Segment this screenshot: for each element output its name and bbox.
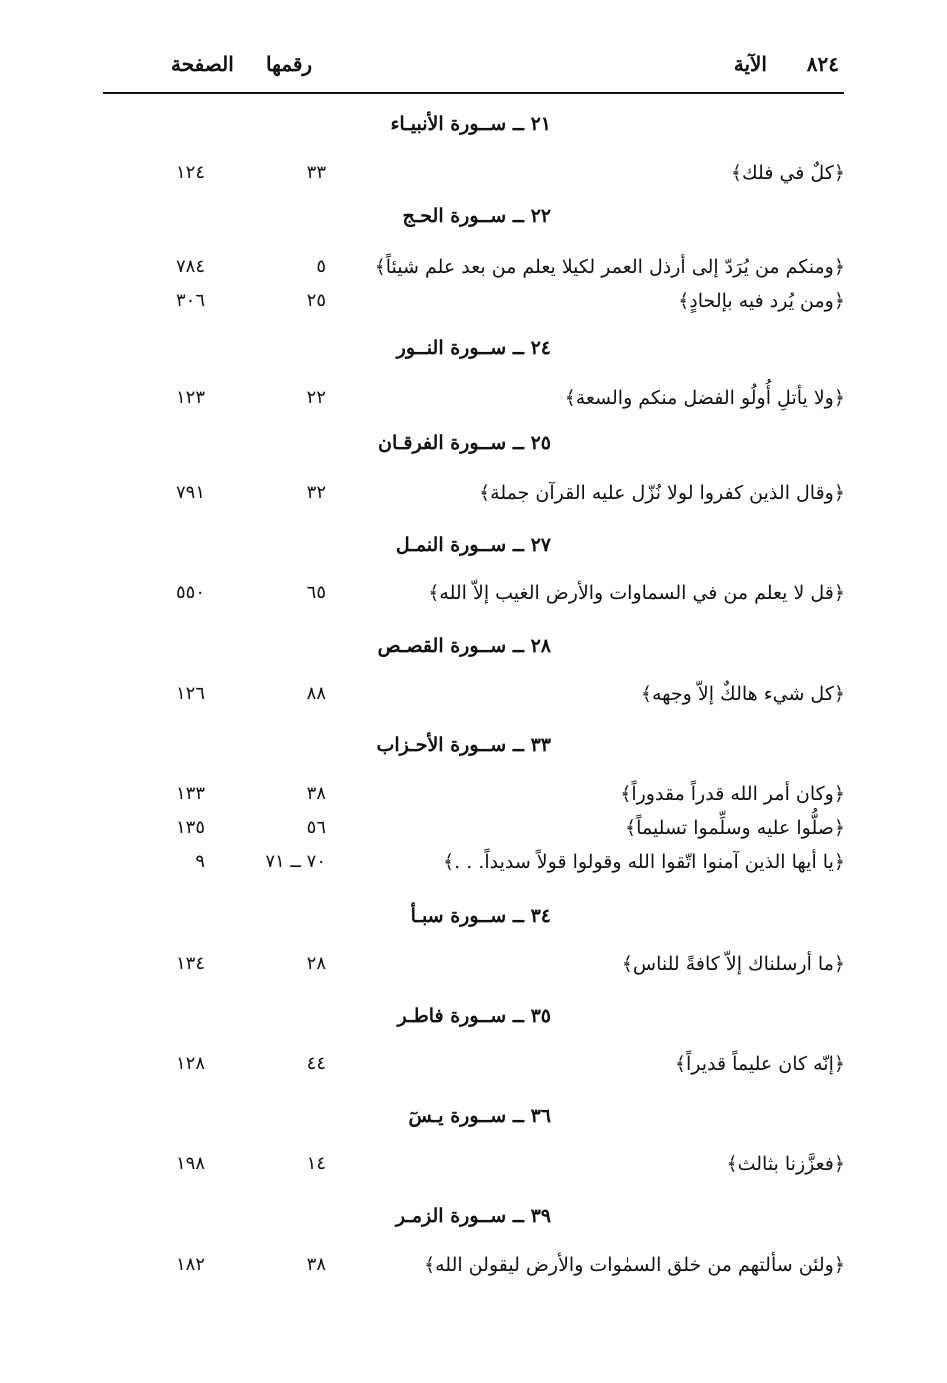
verse-text: ﴿ما أرسلناك إلاّ كافةً للناس﴾ — [621, 953, 845, 975]
index-row — [150, 851, 845, 885]
verse-number: ٢٨ — [306, 953, 326, 974]
page-reference: ٣٠٦ — [175, 290, 205, 311]
verse-number: ٦٥ — [306, 582, 326, 603]
index-row — [150, 162, 845, 196]
verse-number: ٧٠ ــ ٧١ — [265, 851, 326, 872]
page-reference: ٧٨٤ — [175, 256, 205, 277]
index-row — [150, 256, 845, 290]
page-reference: ٩ — [195, 851, 205, 872]
page-reference: ١٣٤ — [175, 953, 205, 974]
index-row — [150, 683, 845, 717]
surah-heading: ٢٨ ــ ســورة القصـص — [377, 635, 551, 657]
column-header-ayah: الآية — [733, 52, 767, 76]
index-row — [150, 1254, 845, 1288]
surah-heading: ٣٥ ــ ســورة فاطـر — [397, 1005, 551, 1027]
verse-text: ﴿وكان أمر الله قدراً مقدوراً﴾ — [620, 783, 845, 805]
page-reference: ١٩٨ — [175, 1153, 205, 1174]
verse-number: ٣٨ — [306, 1254, 326, 1275]
surah-heading: ٣٩ ــ ســورة الزمـر — [395, 1205, 551, 1227]
verse-text: ﴿فعزَّزنا بثالث﴾ — [726, 1153, 845, 1175]
index-row — [150, 783, 845, 817]
surah-heading: ٢٧ ــ ســورة النمـل — [395, 534, 551, 556]
surah-heading: ٣٤ ــ ســورة سبـأ — [410, 905, 551, 927]
verse-number: ٣٣ — [306, 162, 326, 183]
verse-number: ٢٢ — [306, 387, 326, 408]
verse-text: ﴿وقال الذين كفروا لولا نُزّل عليه القرآن جملة﴾ — [479, 482, 845, 504]
page-reference: ١٢٣ — [175, 387, 205, 408]
verse-number: ٥ — [316, 256, 326, 277]
page-reference: ١٣٣ — [175, 783, 205, 804]
column-header-number: رقمها — [266, 52, 313, 76]
surah-heading: ٣٣ ــ ســورة الأحـزاب — [376, 734, 551, 756]
verse-text: ﴿إنّه كان عليماً قديراً﴾ — [674, 1053, 845, 1075]
index-row — [150, 582, 845, 616]
surah-heading: ٢٤ ــ ســورة النــور — [396, 337, 551, 359]
page-reference: ٧٩١ — [175, 482, 205, 503]
verse-number: ٣٢ — [306, 482, 326, 503]
verse-text: ﴿ولا يأتلِ أُولُو الفضل منكم والسعة﴾ — [564, 387, 845, 409]
verse-text: ﴿ولئن سألتهم من خلق السمٰوات والأرض ليقولن الله﴾ — [423, 1254, 845, 1276]
index-row — [150, 1053, 845, 1087]
verse-text: ﴿صلُّوا عليه وسلِّموا تسليماً﴾ — [625, 817, 845, 839]
index-row — [150, 817, 845, 851]
page-reference: ١٨٢ — [175, 1254, 205, 1275]
index-row — [150, 1153, 845, 1187]
index-row — [150, 387, 845, 421]
surah-heading: ٢١ ــ ســورة الأنبيـاء — [390, 113, 551, 135]
page-reference: ٥٥٠ — [175, 582, 205, 603]
verse-text: ﴿كلٌ في فلك﴾ — [730, 162, 845, 184]
column-header-page: الصفحة — [171, 52, 234, 76]
verse-text: ﴿يا أيها الذين آمنوا اتّقوا الله وقولوا قولاً سديداً. . .﴾ — [443, 851, 845, 873]
verse-text: ﴿ومنكم من يُرَدّ إلى أرذل العمر لكيلا يعلم من بعد علم شيئاً﴾ — [374, 256, 845, 278]
verse-number: ٨٨ — [306, 683, 326, 704]
surah-heading: ٢٥ ــ ســورة الفرقـان — [378, 432, 551, 454]
page-number: ٨٢٤ — [806, 52, 839, 76]
verse-number: ٢٥ — [306, 290, 326, 311]
page-reference: ١٢٨ — [175, 1053, 205, 1074]
header-rule — [103, 92, 844, 94]
page-header — [103, 48, 839, 88]
index-row — [150, 953, 845, 987]
page-reference: ١٢٤ — [175, 162, 205, 183]
page-reference: ١٢٦ — [175, 683, 205, 704]
verse-number: ١٤ — [306, 1153, 326, 1174]
page-reference: ١٣٥ — [175, 817, 205, 838]
index-row — [150, 290, 845, 324]
verse-text: ﴿قل لا يعلم من في السماوات والأرض الغيب إلاّ الله﴾ — [428, 582, 845, 604]
verse-number: ٥٦ — [306, 817, 326, 838]
verse-text: ﴿كل شيء هالكٌ إلاّ وجهه﴾ — [640, 683, 845, 705]
surah-heading: ٣٦ ــ ســورة يـسٓ — [408, 1105, 551, 1127]
index-row — [150, 482, 845, 516]
verse-number: ٣٨ — [306, 783, 326, 804]
surah-heading: ٢٢ ــ ســورة الحـج — [402, 205, 551, 227]
verse-number: ٤٤ — [306, 1053, 326, 1074]
verse-text: ﴿ومن يُرد فيه بإلحادٍ﴾ — [678, 290, 845, 312]
